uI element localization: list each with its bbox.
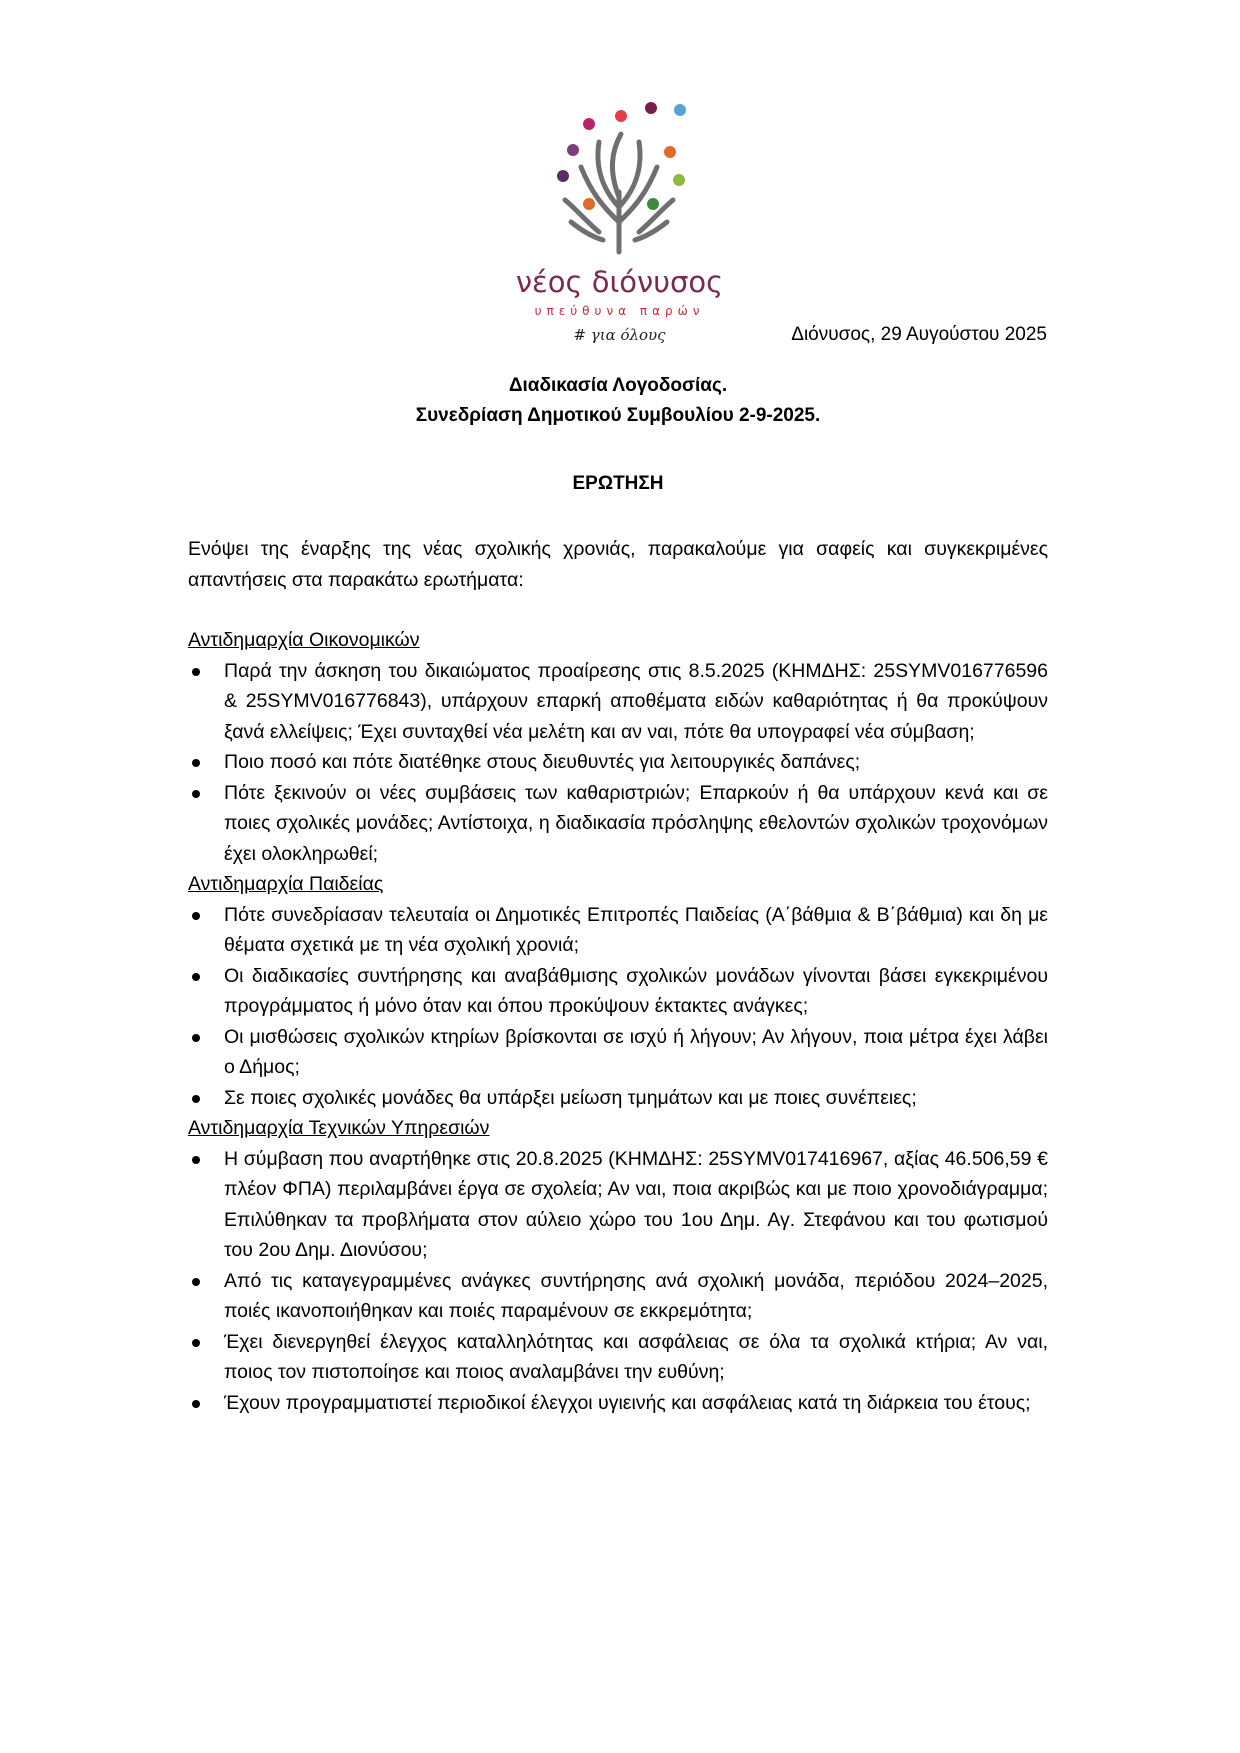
intro-paragraph: Ενόψει της έναρξης της νέας σχολικής χρονιάς, παρακαλούμε για σαφείς και συγκεκριμένες απαντήσεις στα παρακάτω ερωτήματα: xyxy=(188,538,1048,591)
question-list-technical-services xyxy=(188,1144,1048,1419)
question-item xyxy=(188,1083,1048,1114)
question-item xyxy=(188,1327,1048,1388)
bullet-icon xyxy=(192,759,200,767)
logo-dot-1 xyxy=(583,118,595,130)
logo-dot-7 xyxy=(557,170,569,182)
question-item xyxy=(188,747,1048,778)
bullet-icon xyxy=(192,668,200,676)
document-body xyxy=(188,534,1048,1418)
document-date: Διόνυσος, 29 Αυγούστου 2025 xyxy=(791,324,1047,345)
question-text: Από τις καταγεγραμμένες ανάγκες συντήρησης ανά σχολική μονάδα, περιόδου 2024–2025, ποιές ικανοποιήθηκαν και ποιές παραμένουν σε εκκρεμότητα; xyxy=(224,1269,1048,1322)
section-title-technical-services: Αντιδημαρχία Τεχνικών Υπηρεσιών xyxy=(188,1117,490,1139)
logo-tagline: υπεύθυνα παρών xyxy=(534,304,705,318)
logo-dot-9 xyxy=(583,198,595,210)
logo-dot-10 xyxy=(647,198,659,210)
logo-dot-6 xyxy=(664,146,676,158)
logo-dot-3 xyxy=(645,102,657,114)
question-text: Παρά την άσκηση του δικαιώματος προαίρεσης στις 8.5.2025 (ΚΗΜΔΗΣ: 25SYMV016776596 & 25SYMV016776843), υπάρχουν επαρκή αποθέματα ειδών καθαριότητας ή θα προκύψουν ξανά ελλείψεις; Έχει συνταχθεί νέα μελέτη και αν ναι, πότε θα υπογραφεί νέα σύμβαση; xyxy=(224,659,1048,743)
logo-name: νέος διόνυσος xyxy=(515,265,724,299)
tree-logo-icon xyxy=(503,72,736,267)
question-text: Η σύμβαση που αναρτήθηκε στις 20.8.2025 (ΚΗΜΔΗΣ: 25SYMV017416967, αξίας 46.506,59 € πλέον ΦΠΑ) περιλαμβάνει έργα σε σχολεία; Αν ναι, ποια ακριβώς και με ποιο χρονοδιάγραμμα; Επιλύθηκαν τα προβλήματα στον αύλειο χώρο του 1ου Δημ. Αγ. Στεφάνου και του φωτισμού του 2ου Δημ. Διονύσου; xyxy=(224,1147,1048,1261)
question-text: Οι μισθώσεις σχολικών κτηρίων βρίσκονται σε ισχύ ή λήγουν; Αν λήγουν, ποια μέτρα έχει λάβει ο Δήμος; xyxy=(224,1025,1048,1078)
logo-dot-4 xyxy=(674,104,686,116)
section-title-finance: Αντιδημαρχία Οικονομικών xyxy=(188,629,420,651)
bullet-icon xyxy=(192,912,200,920)
bullet-icon xyxy=(192,1278,200,1286)
question-text: Έχουν προγραμματιστεί περιοδικοί έλεγχοι υγιεινής και ασφάλειας κατά τη διάρκεια του έτους; xyxy=(224,1391,1031,1414)
bullet-icon xyxy=(192,790,200,798)
document-title-line-1: Διαδικασία Λογοδοσίας. xyxy=(508,375,728,396)
section-title-education: Αντιδημαρχία Παιδείας xyxy=(188,873,384,895)
logo-hashtag: # για όλους xyxy=(573,326,666,344)
bullet-icon xyxy=(192,973,200,981)
document-title-line-2: Συνεδρίαση Δημοτικού Συμβουλίου 2-9-2025. xyxy=(415,405,821,426)
logo-dot-2 xyxy=(615,110,627,122)
question-item xyxy=(188,656,1048,748)
bullet-icon xyxy=(192,1400,200,1408)
organization-logo xyxy=(503,72,736,344)
question-text: Σε ποιες σχολικές μονάδες θα υπάρξει μείωση τμημάτων και με ποιες συνέπειες; xyxy=(224,1086,917,1109)
question-item xyxy=(188,1266,1048,1327)
question-item xyxy=(188,961,1048,1022)
bullet-icon xyxy=(192,1095,200,1103)
logo-dot-8 xyxy=(673,174,685,186)
logo-dot-5 xyxy=(567,144,579,156)
question-list-finance xyxy=(188,656,1048,870)
question-text: Έχει διενεργηθεί έλεγχος καταλληλότητας και ασφάλειας σε όλα τα σχολικά κτήρια; Αν ναι, ποιος τον πιστοποίησε και ποιος αναλαμβάνει την ευθύνη; xyxy=(224,1330,1048,1383)
question-text: Πότε ξεκινούν οι νέες συμβάσεις των καθαριστριών; Επαρκούν ή θα υπάρχουν κενά και σε ποιες σχολικές μονάδες; Αντίστοιχα, η διαδικασία πρόσληψης εθελοντών σχολικών τροχονόμων έχει ολοκληρωθεί; xyxy=(224,781,1048,865)
question-item xyxy=(188,900,1048,961)
question-item xyxy=(188,1388,1048,1419)
question-list-education xyxy=(188,900,1048,1114)
question-text: Οι διαδικασίες συντήρησης και αναβάθμισης σχολικών μονάδων γίνονται βάσει εγκεκριμένου προγράμματος ή μόνο όταν και όπου προκύψουν έκτακτες ανάγκες; xyxy=(224,964,1048,1017)
bullet-icon xyxy=(192,1339,200,1347)
document-heading: ΕΡΩΤΗΣΗ xyxy=(572,473,664,494)
question-item xyxy=(188,1144,1048,1266)
question-text: Ποιο ποσό και πότε διατέθηκε στους διευθυντές για λειτουργικές δαπάνες; xyxy=(224,751,861,773)
bullet-icon xyxy=(192,1034,200,1042)
bullet-icon xyxy=(192,1156,200,1164)
question-text: Πότε συνεδρίασαν τελευταία οι Δημοτικές Επιτροπές Παιδείας (Α΄βάθμια & Β΄βάθμια) και δη με θέματα σχετικά με τη νέα σχολική χρονιά; xyxy=(224,903,1048,956)
question-item xyxy=(188,778,1048,870)
question-item xyxy=(188,1022,1048,1083)
